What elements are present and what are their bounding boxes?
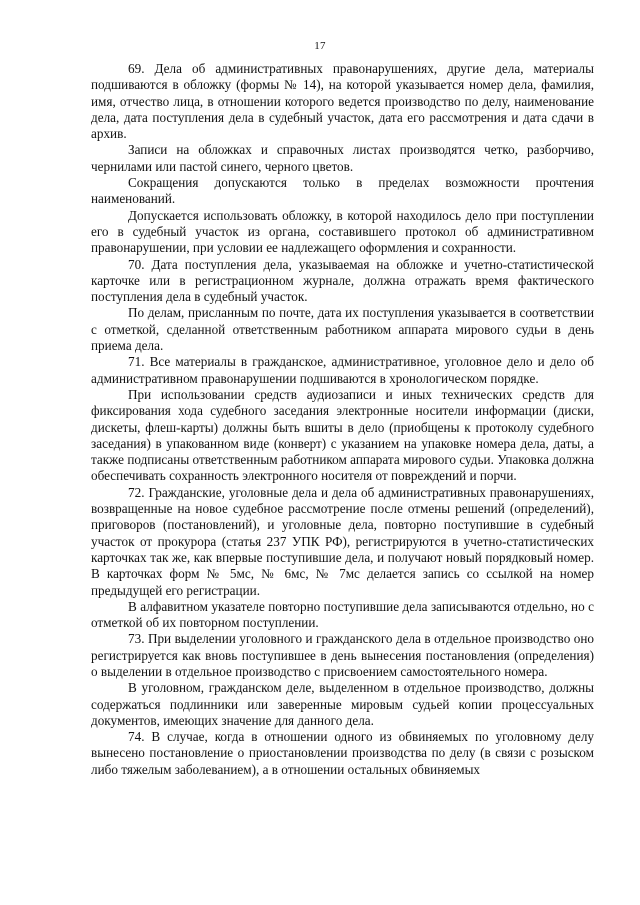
- paragraph-alphabetic-index: В алфавитном указателе повторно поступившие дела записываются отдельно, но с отметкой об их повторном поступлении.: [91, 598, 594, 631]
- paragraph-separated-case: В уголовном, гражданском деле, выделенном в отдельное производство, должны содержаться подлинники или заверенные мировым судьей копии процессуальных документов, имеющих значение для данного дела.: [91, 680, 594, 728]
- paragraph-cover-records: Записи на обложках и справочных листах производятся четко, разборчиво, чернилами или пастой синего, черного цветов.: [91, 142, 594, 174]
- document-text: [91, 61, 594, 778]
- paragraph-71: 71. Все материалы в гражданское, административное, уголовное дело и дело об административном правонарушении подшиваются в хронологическом порядке.: [91, 354, 594, 386]
- paragraph-72: 72. Гражданские, уголовные дела и дела об административных правонарушениях, возвращенные на новое судебное рассмотрение после отмены решений (определений), приговоров (постановлений), и уголовные дела, повторно поступившие в судебный участок от прокурора (статья 237 УПК РФ), регистрируются в учетно-статистических карточках так же, как впервые поступившие дела, и получают новый порядковый номер. В карточках форм № 5мс, № 6мс, № 7мс делается запись со ссылкой на номер предыдущей его регистрации.: [91, 484, 594, 598]
- paragraph-mail-date: По делам, присланным по почте, дата их поступления указывается в соответствии с отметкой, сделанной ответственным работником аппарата мирового судьи в день приема дела.: [91, 305, 594, 354]
- paragraph-70: 70. Дата поступления дела, указываемая на обложке и учетно-статистической карточке или в регистрационном журнале, должна отражать время фактического поступления дела в судебный участок.: [91, 256, 594, 305]
- paragraph-abbreviations: Сокращения допускаются только в пределах возможности прочтения наименований.: [91, 175, 594, 207]
- paragraph-73: 73. При выделении уголовного и гражданского дела в отдельное производство оно регистрируется как вновь поступившее в день вынесения постановления (определения) о выделении в отдельное производство с присвоением самостоятельного номера.: [91, 631, 594, 679]
- paragraph-74: 74. В случае, когда в отношении одного из обвиняемых по уголовному делу вынесено постановление о приостановлении производства по делу (в связи с розыском либо тяжелым заболеванием), а в отношении остальных обвиняемых: [91, 729, 594, 777]
- paragraph-69: 69. Дела об административных правонарушениях, другие дела, материалы подшиваются в обложку (формы № 14), на которой указывается номер дела, фамилия, имя, отчество лица, в отношении которого ведется производство по делу, наименование дела, дата поступления дела в судебный участок, дата его рассмотрения и дата сдачи в архив.: [91, 61, 594, 142]
- paragraph-cover-reuse: Допускается использовать обложку, в которой находилось дело при поступлении его в судебный участок из органа, составившего протокол об административном правонарушении, при условии ее надлежащего оформления и сохранности.: [91, 207, 594, 256]
- paragraph-audio-media: При использовании средств аудиозаписи и иных технических средств для фиксирования хода судебного заседания электронные носители информации (диски, дискеты, флеш-карты) должны быть вшиты в дело (приобщены к протоколу судебного заседания) в упакованном виде (конверт) с указанием на упаковке номера дела, даты, а также подписаны ответственным работником аппарата мирового судьи. Упаковка должна обеспечивать сохранность электронного носителя от повреждений и порчи.: [91, 386, 594, 484]
- page-number: 17: [314, 40, 326, 52]
